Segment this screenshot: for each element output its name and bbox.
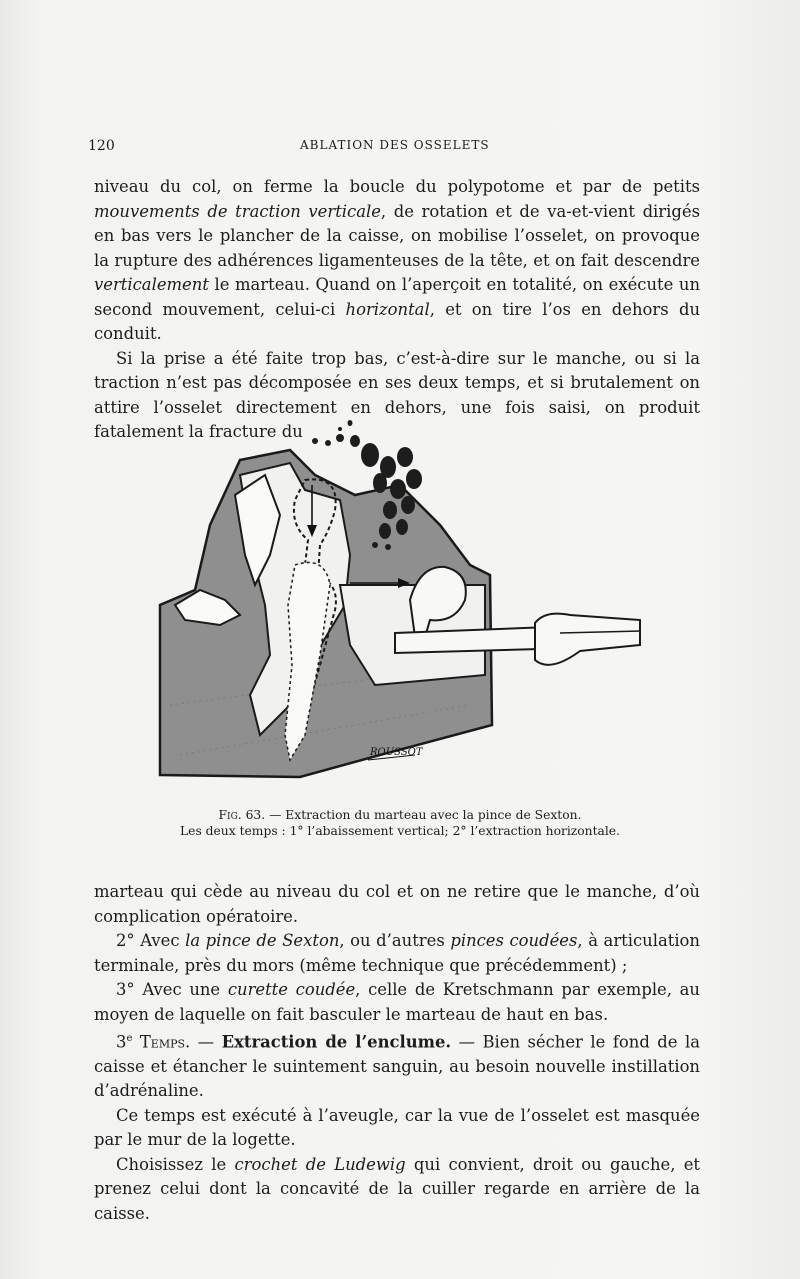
paragraph: Si la prise a été faite trop bas, c’est-à-dire sur le manche, ou si la traction n’est pas décomposée en ses deux temps, et si brutalement on attire l’osselet directement en dehors, une fois saisi, on produit fatalement la fracture du (94, 348, 700, 441)
figure-caption (140, 807, 660, 839)
bottom-text-block (94, 880, 700, 1226)
caption-line-1: Fig. 63. — Extraction du marteau avec la pince de Sexton. (218, 808, 582, 822)
paragraph: 3° Avec une curette coudée, celle de Kretschmann par exemple, au moyen de laquelle on fait basculer le marteau de haut en bas. (94, 980, 700, 1024)
paragraph: 3e Temps. — Extraction de l’enclume. — Bien sécher le fond de la caisse et étancher le suintement sanguin, au besoin nouvelle instillation d’adrénaline. (94, 1032, 700, 1101)
illustrator-signature: ROUSSOT (370, 747, 423, 758)
paragraph: Choisissez le crochet de Ludewig qui convient, droit ou gauche, et prenez celui dont la concavité de la cuiller regarde en arrière de la caisse. (94, 1154, 700, 1223)
running-title: ABLATION DES OSSELETS (300, 138, 490, 152)
paragraph: Ce temps est exécuté à l’aveugle, car la vue de l’osselet est masquée par le mur de la logette. (94, 1105, 700, 1150)
page-number: 120 (88, 138, 115, 154)
paragraph: marteau qui cède au niveau du col et on ne retire que le manche, d’où complication opératoire. (94, 882, 700, 926)
paragraph: niveau du col, on ferme la boucle du polypotome et par de petits mouvements de traction verticale, de rotation et de va-et-vient dirigés en bas vers le plancher de la caisse, on mobilise l’osselet, on provoque la rupture des adhérences ligamenteuses de la tête, et on fait descendre verticalement le marteau. Quand on l’aperçoit en totalité, on exécute un second mouvement, celui-ci horizontal, et on tire l’os en dehors du conduit. (94, 177, 701, 343)
figure-63-illustration (140, 405, 660, 805)
caption-line-2: Les deux temps : 1° l’abaissement vertical; 2° l’extraction horizontale. (180, 824, 620, 838)
paragraph: 2° Avec la pince de Sexton, ou d’autres pinces coudées, à articulation terminale, près du mors (même technique que précédemment) ; (94, 931, 700, 975)
